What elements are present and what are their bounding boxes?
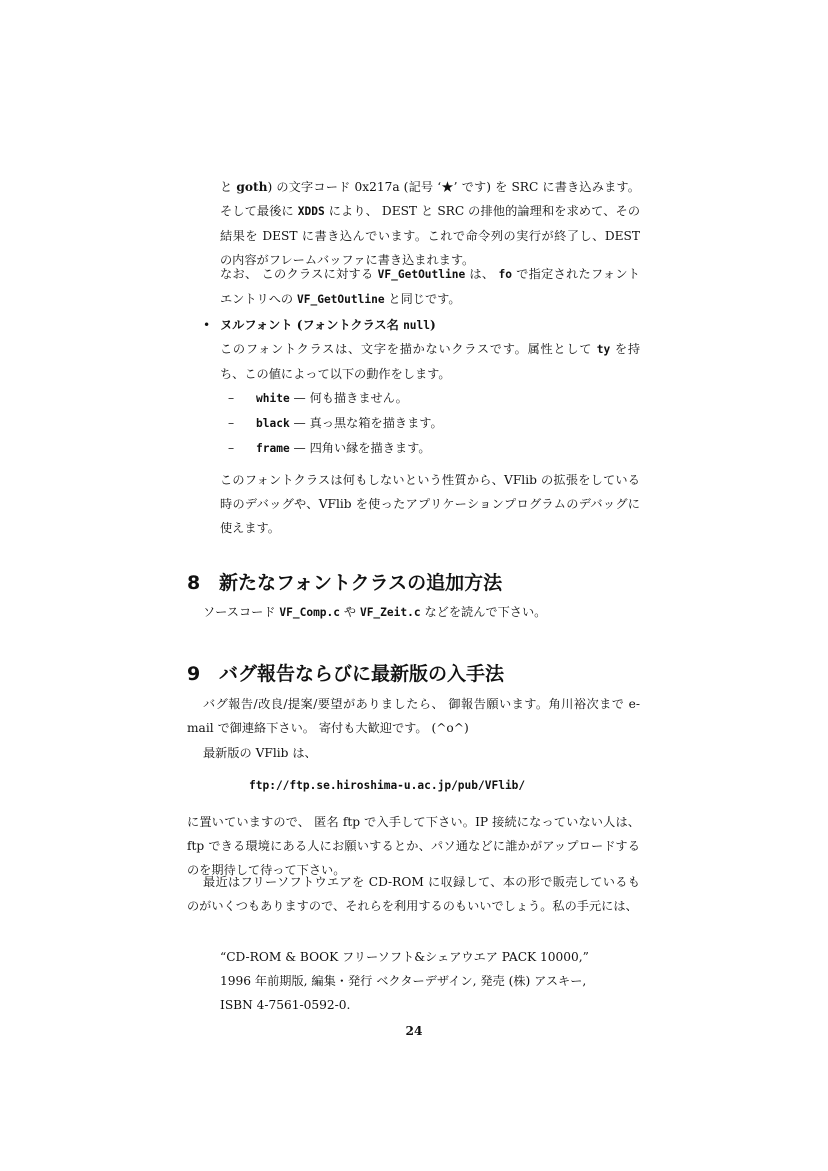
- item-text: — 真っ黒な箱を描きます。: [289, 416, 443, 430]
- section-9-heading: [187, 659, 504, 686]
- item-key: black: [256, 417, 290, 430]
- list-item: [228, 436, 431, 461]
- ty-code: ty: [596, 343, 611, 356]
- dash-icon: –: [228, 416, 235, 430]
- null-font-description: [220, 337, 640, 386]
- section-8-body: [203, 600, 546, 625]
- page-number: 24: [405, 1024, 423, 1038]
- text-fragment: は、: [465, 267, 499, 281]
- function-name: VF_GetOutline: [297, 293, 385, 306]
- item-text: — 四角い縁を描きます。: [289, 441, 431, 455]
- bullet-icon: •: [203, 318, 211, 332]
- fo-code: fo: [498, 268, 512, 281]
- xdds-description-paragraph: [220, 175, 640, 272]
- null-font-closing-paragraph: このフォントクラスは何もしないという性質から、VFlib の拡張をしている時のデバッグや、VFlib を使ったアプリケーションプログラムのデバッグに使えます。: [220, 473, 640, 535]
- text-fragment: などを読んで下さい。: [420, 605, 547, 619]
- text-fragment: と: [220, 180, 237, 194]
- getoutline-note-paragraph: [220, 262, 640, 312]
- ftp-url: [249, 778, 525, 792]
- null-font-bullet-title: [203, 313, 436, 338]
- section-title: 新たなフォントクラスの追加方法: [219, 572, 503, 594]
- list-item: [228, 386, 408, 411]
- reference-line: “CD-ROM & BOOK フリーソフト&シェアウエア PACK 10000,”: [220, 950, 589, 964]
- text-fragment: なお、 このクラスに対する: [220, 267, 378, 281]
- section-8-heading: [187, 568, 502, 595]
- file-name: VF_Zeit.c: [359, 606, 421, 619]
- section-title: バグ報告ならびに最新版の入手法: [219, 663, 505, 685]
- file-name: VF_Comp.c: [279, 606, 341, 619]
- dash-icon: –: [228, 441, 235, 455]
- item-text: — 何も描きません。: [289, 391, 408, 405]
- function-name: VF_GetOutline: [377, 268, 466, 281]
- ftp-url-text: ftp://ftp.se.hiroshima-u.ac.jp/pub/VFlib/: [249, 779, 526, 792]
- text-fragment: このフォントクラスは、文字を描かないクラスです。属性として: [220, 342, 597, 356]
- xdds-code: XDDS: [297, 205, 325, 218]
- null-font-title: ヌルフォント (フォントクラス名: [220, 318, 404, 332]
- text-fragment: により、 DEST と SRC の排他的論理和を求めて、その結果を DEST に書き込んでいます。これで命令列の実行が終了し、DEST の内容がフレームバッファに書き込まれます。: [220, 204, 641, 267]
- text-fragment: で指定されたフォントエントリへの: [220, 267, 640, 306]
- text-fragment: ) の文字コード 0x217a (記号 ‘★’ です) を SRC に書き込みます。そして最後に: [220, 180, 640, 218]
- goth-term: goth: [236, 180, 268, 194]
- dash-icon: –: [228, 391, 235, 405]
- text-fragment: を持ち、この値によって以下の動作をします。: [220, 342, 640, 381]
- section-number: 9: [187, 663, 201, 685]
- ftp-instructions-paragraph: に置いていますので、 匿名 ftp で入手して下さい。IP 接続になっていない人は、ftp できる環境にある人にお願いするとか、パソ通などに誰かがアップロードするのを期待して待って下さい。: [187, 815, 640, 877]
- null-code: null: [403, 319, 431, 332]
- item-key: white: [256, 392, 290, 405]
- section-number: 8: [187, 572, 201, 594]
- cdrom-paragraph: 最近はフリーソフトウエアを CD-ROM に収録して、本の形で販売しているものがいくつもありますので、それらを利用するのもいいでしょう。私の手元には、: [187, 875, 640, 913]
- item-key: frame: [256, 442, 290, 455]
- text-fragment: と同じです。: [384, 292, 461, 306]
- bug-report-paragraph: バグ報告/改良/提案/要望がありましたら、 御報告願います。角川裕次まで e-mail で御連絡下さい。 寄付も大歓迎です。 (^o^): [187, 697, 640, 735]
- text-fragment: や: [340, 605, 360, 619]
- reference-line: ISBN 4-7561-0592-0.: [220, 998, 351, 1012]
- list-item: [228, 411, 443, 436]
- latest-version-line: 最新版の VFlib は、: [203, 746, 317, 760]
- text-fragment: ソースコード: [203, 605, 280, 619]
- null-font-title-end: ): [430, 318, 436, 332]
- reference-line: 1996 年前期版, 編集・発行 ベクターデザイン, 発売 (株) アスキー,: [220, 974, 587, 988]
